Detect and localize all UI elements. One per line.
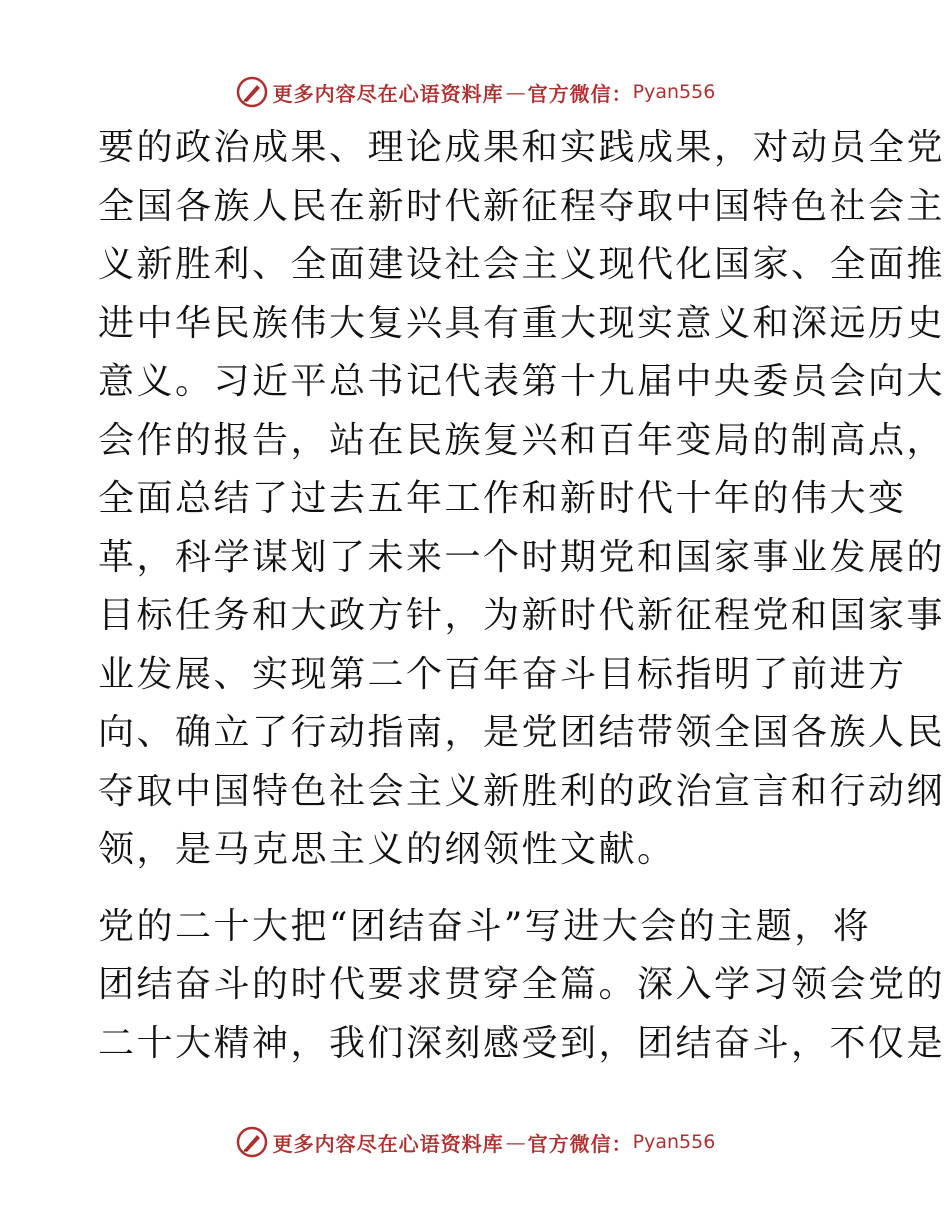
paragraph-2 [98, 898, 946, 1074]
text-line: 向、确立了行动指南，是党团结带领全国各族人民 [98, 712, 946, 753]
text-line: 全国各族人民在新时代新征程夺取中国特色社会主 [98, 185, 946, 227]
text-line: 二十大精神，我们深刻感受到，团结奋斗，不仅是 [98, 1022, 946, 1064]
pen-logo-icon [235, 75, 269, 109]
text-line: 党的二十大把“团结奋斗”写进大会的主题，将 [98, 905, 872, 947]
text-line: 意义。习近平总书记代表第十九届中央委员会向大 [98, 361, 946, 402]
header-wechat-label: 官方微信： [527, 81, 633, 106]
footer-separator: — [505, 1130, 526, 1154]
text-line: 会作的报告，站在民族复兴和百年变局的制高点， [98, 419, 946, 461]
text-line: 团结奋斗的时代要求贯穿全篇。深入学习领会党的 [98, 964, 946, 1005]
text-line: 要的政治成果、理论成果和实践成果，对动员全党 [98, 127, 946, 168]
text-line: 全面总结了过去五年工作和新时代十年的伟大变 [98, 478, 907, 519]
text-line: 革，科学谋划了未来一个时期党和国家事业发展的 [98, 536, 946, 578]
header-banner-text: 更多内容尽在心语资料库 [272, 81, 504, 106]
text-line: 领，是马克思主义的纲领性文献。 [98, 829, 676, 870]
text-line: 进中华民族伟大复兴具有重大现实意义和深远历史 [98, 302, 946, 344]
text-line: 夺取中国特色社会主义新胜利的政治宣言和行动纲 [98, 770, 946, 812]
text-line: 目标任务和大政方针，为新时代新征程党和国家事 [98, 595, 946, 636]
footer-banner [0, 1122, 950, 1162]
footer-banner-text: 更多内容尽在心语资料库 [272, 1131, 504, 1156]
paragraph-1 [98, 119, 946, 880]
paragraph-spacer [98, 880, 858, 898]
footer-wechat-id: Pyan556 [632, 1131, 716, 1153]
text-line: 业发展、实现第二个百年奋斗目标指明了前进方 [98, 653, 907, 695]
header-banner [0, 72, 950, 112]
header-separator: — [505, 80, 526, 104]
header-wechat-id: Pyan556 [632, 81, 716, 103]
footer-wechat-label: 官方微信： [527, 1131, 633, 1156]
document-body [98, 119, 946, 1073]
pen-logo-icon [235, 1125, 269, 1159]
text-line: 义新胜利、全面建设社会主义现代化国家、全面推 [98, 244, 946, 285]
